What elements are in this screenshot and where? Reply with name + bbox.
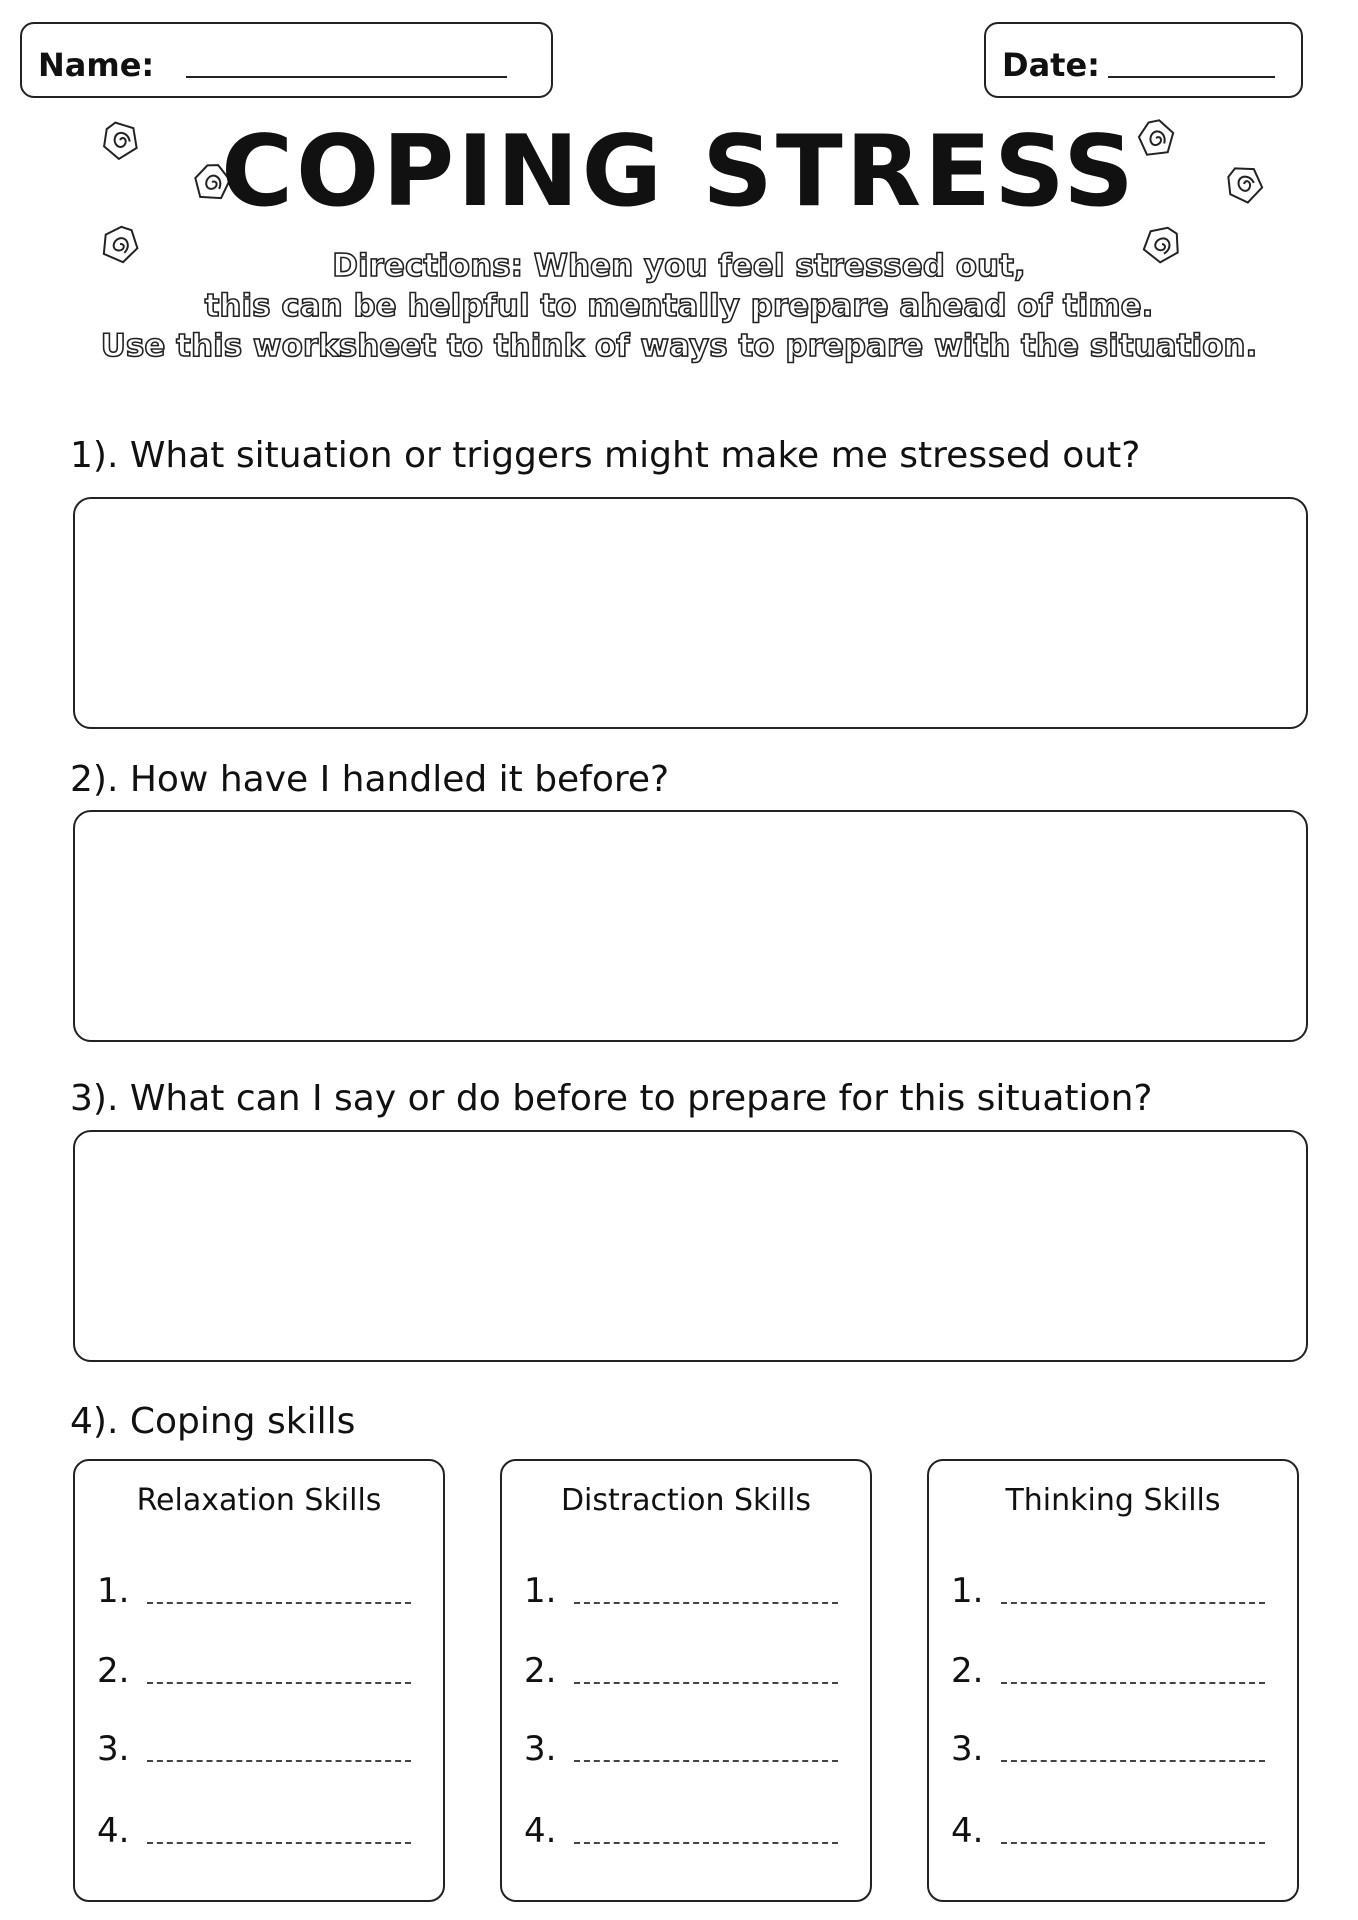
skill-number: 4. bbox=[524, 1811, 557, 1851]
skill-number: 4. bbox=[97, 1811, 130, 1851]
answer-line[interactable] bbox=[1001, 1842, 1265, 1844]
answer-line[interactable] bbox=[1001, 1682, 1265, 1684]
skill-row[interactable] bbox=[524, 1809, 838, 1853]
directions-line: Use this worksheet to think of ways to prepare with the situation. bbox=[100, 328, 1258, 364]
page-title: COPING STRESS bbox=[221, 115, 1137, 229]
skill-card-distraction bbox=[500, 1459, 872, 1902]
date-field[interactable] bbox=[984, 22, 1303, 98]
question-2: 2). How have I handled it before? bbox=[70, 759, 670, 800]
skill-card-thinking bbox=[927, 1459, 1299, 1902]
question-4: 4). Coping skills bbox=[70, 1401, 356, 1442]
answer-box-3[interactable] bbox=[73, 1130, 1308, 1362]
answer-line[interactable] bbox=[574, 1842, 838, 1844]
answer-line[interactable] bbox=[147, 1842, 411, 1844]
skill-number: 3. bbox=[97, 1729, 130, 1769]
skill-number: 1. bbox=[97, 1571, 130, 1611]
answer-line[interactable] bbox=[1001, 1760, 1265, 1762]
skill-number: 3. bbox=[524, 1729, 557, 1769]
skill-card-title: Relaxation Skills bbox=[136, 1483, 382, 1518]
skill-card-relaxation bbox=[73, 1459, 445, 1902]
skill-number: 2. bbox=[951, 1651, 984, 1691]
skill-number: 2. bbox=[524, 1651, 557, 1691]
answer-line[interactable] bbox=[1001, 1602, 1265, 1604]
name-field[interactable] bbox=[20, 22, 553, 98]
directions-line: Directions: When you feel stressed out, bbox=[332, 248, 1026, 284]
skill-row[interactable] bbox=[97, 1569, 411, 1613]
skill-row[interactable] bbox=[97, 1727, 411, 1771]
skill-row[interactable] bbox=[524, 1569, 838, 1613]
answer-line[interactable] bbox=[147, 1760, 411, 1762]
skill-row[interactable] bbox=[951, 1809, 1265, 1853]
skill-row[interactable] bbox=[97, 1649, 411, 1693]
directions-line: this can be helpful to mentally prepare ahead of time. bbox=[204, 288, 1154, 324]
skill-number: 3. bbox=[951, 1729, 984, 1769]
answer-line[interactable] bbox=[574, 1682, 838, 1684]
skill-row[interactable] bbox=[951, 1649, 1265, 1693]
date-label: Date: bbox=[1002, 46, 1100, 84]
skill-row[interactable] bbox=[97, 1809, 411, 1853]
directions bbox=[0, 246, 1358, 366]
skill-number: 1. bbox=[951, 1571, 984, 1611]
skill-card-title: Thinking Skills bbox=[1005, 1483, 1221, 1518]
skill-number: 2. bbox=[97, 1651, 130, 1691]
skill-number: 1. bbox=[524, 1571, 557, 1611]
skill-number: 4. bbox=[951, 1811, 984, 1851]
answer-line[interactable] bbox=[574, 1602, 838, 1604]
answer-line[interactable] bbox=[147, 1682, 411, 1684]
skill-row[interactable] bbox=[524, 1727, 838, 1771]
skill-row[interactable] bbox=[524, 1649, 838, 1693]
answer-line[interactable] bbox=[574, 1760, 838, 1762]
skill-row[interactable] bbox=[951, 1569, 1265, 1613]
answer-box-2[interactable] bbox=[73, 810, 1308, 1042]
skill-card-title: Distraction Skills bbox=[560, 1483, 812, 1518]
name-input-line[interactable] bbox=[186, 76, 507, 78]
question-3: 3). What can I say or do before to prepare for this situation? bbox=[70, 1078, 1153, 1119]
name-label: Name: bbox=[38, 46, 155, 84]
answer-line[interactable] bbox=[147, 1602, 411, 1604]
answer-box-1[interactable] bbox=[73, 497, 1308, 729]
skill-row[interactable] bbox=[951, 1727, 1265, 1771]
date-input-line[interactable] bbox=[1108, 76, 1275, 78]
question-1: 1). What situation or triggers might make me stressed out? bbox=[70, 435, 1141, 476]
